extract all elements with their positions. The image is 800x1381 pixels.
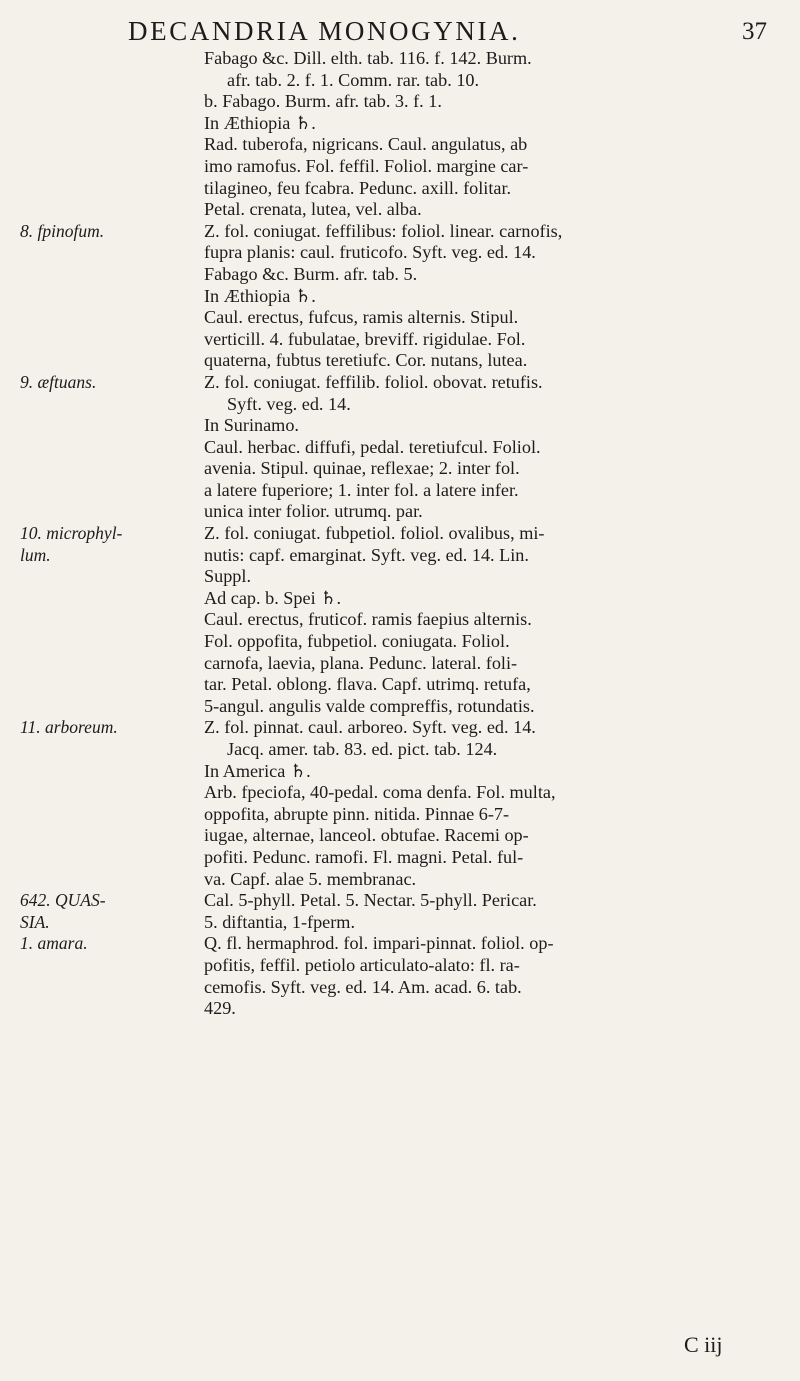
text-line <box>0 329 800 351</box>
line-text: b. Fabago. Burm. afr. tab. 3. f. 1. <box>204 91 442 112</box>
text-line <box>0 307 800 329</box>
line-text: va. Capf. alae 5. membranac. <box>204 868 417 889</box>
line-text: 429. <box>204 998 236 1019</box>
text-line <box>0 674 800 696</box>
species-label: 1. amara. <box>20 933 88 954</box>
text-line <box>0 933 800 955</box>
line-text: carnofa, laevia, plana. Pedunc. lateral. foli- <box>204 652 518 673</box>
text-line <box>0 566 800 588</box>
text-line <box>0 912 800 934</box>
text-line <box>0 221 800 243</box>
line-text: In Æthiopia ♄. <box>204 112 316 133</box>
line-text: Syft. veg. ed. 14. <box>227 393 351 414</box>
line-text: afr. tab. 2. f. 1. Comm. rar. tab. 10. <box>227 69 480 90</box>
text-line <box>0 696 800 718</box>
line-text: tilagineo, feu fcabra. Pedunc. axill. folitar. <box>204 177 512 198</box>
line-text: Q. fl. hermaphrod. fol. impari-pinnat. foliol. op- <box>204 933 554 954</box>
line-text: oppofita, abrupte pinn. nitida. Pinnae 6-7- <box>204 803 510 824</box>
line-text: avenia. Stipul. quinae, reflexae; 2. inter fol. <box>204 458 520 479</box>
line-text: Suppl. <box>204 566 251 587</box>
text-line <box>0 869 800 891</box>
text-line <box>0 501 800 523</box>
line-text: pofiti. Pedunc. ramofi. Fl. magni. Petal. ful- <box>204 846 524 867</box>
line-text: Jacq. amer. tab. 83. ed. pict. tab. 124. <box>227 739 498 759</box>
line-text: pofitis, feffil. petiolo articulato-alato: fl. ra- <box>204 954 520 975</box>
text-body <box>0 48 800 1020</box>
line-text: Caul. herbac. diffufi, pedal. teretiufcul. Foliol. <box>204 436 541 457</box>
text-line <box>0 847 800 869</box>
line-text: Caul. erectus, fruticof. ramis faepius alternis. <box>204 609 532 630</box>
text-line <box>0 782 800 804</box>
text-line <box>0 156 800 178</box>
line-text: nutis: capf. emarginat. Syft. veg. ed. 14. Lin. <box>204 544 529 565</box>
page-number: 37 <box>742 18 767 45</box>
text-line <box>0 480 800 502</box>
text-line <box>0 91 800 113</box>
line-text: verticill. 4. fubulatae, breviff. rigidulae. Fol. <box>204 328 526 349</box>
line-text: In Æthiopia ♄. <box>204 285 316 306</box>
text-line <box>0 372 800 394</box>
species-label: SIA. <box>20 911 50 932</box>
line-text: quaterna, fubtus teretiufc. Cor. nutans, lutea. <box>204 350 528 371</box>
line-text: Fabago &c. Dill. elth. tab. 116. f. 142. Burm. <box>204 48 532 68</box>
text-line <box>0 955 800 977</box>
line-text: cemofis. Syft. veg. ed. 14. Am. acad. 6. tab. <box>204 976 522 997</box>
line-text: Rad. tuberofa, nigricans. Caul. angulatus, ab <box>204 134 528 155</box>
text-line <box>0 998 800 1020</box>
line-text: Z. fol. coniugat. fubpetiol. foliol. ovalibus, mi- <box>204 523 545 544</box>
line-text: Arb. fpeciofa, 40-pedal. coma denfa. Fol. multa, <box>204 782 556 803</box>
text-line <box>0 977 800 999</box>
species-label: 8. fpinofum. <box>20 220 105 241</box>
text-line <box>0 178 800 200</box>
line-text: unica inter folior. utrumq. par. <box>204 501 423 522</box>
text-line <box>0 588 800 610</box>
text-line <box>0 653 800 675</box>
line-text: Fol. oppofita, fubpetiol. coniugata. Foliol. <box>204 631 510 652</box>
text-line <box>0 437 800 459</box>
text-line <box>0 113 800 135</box>
text-line <box>0 804 800 826</box>
species-label: 11. arboreum. <box>20 717 118 738</box>
text-line <box>0 545 800 567</box>
text-line <box>0 739 800 761</box>
line-text: Fabago &c. Burm. afr. tab. 5. <box>204 263 418 284</box>
line-text: In Surinamo. <box>204 415 299 436</box>
text-line <box>0 761 800 783</box>
line-text: Cal. 5-phyll. Petal. 5. Nectar. 5-phyll. Pericar. <box>204 890 537 911</box>
line-text: Petal. crenata, lutea, vel. alba. <box>204 199 422 220</box>
text-line <box>0 134 800 156</box>
text-line <box>0 825 800 847</box>
line-text: a latere fuperiore; 1. inter fol. a latere infer. <box>204 479 519 500</box>
text-line <box>0 415 800 437</box>
text-line <box>0 631 800 653</box>
line-text: fupra planis: caul. fruticofo. Syft. veg. ed. 14. <box>204 242 536 263</box>
line-text: iugae, alternae, lanceol. obtufae. Racemi op- <box>204 825 529 846</box>
line-text: Caul. erectus, fufcus, ramis alternis. Stipul. <box>204 307 519 328</box>
text-line <box>0 199 800 221</box>
line-text: Z. fol. coniugat. feffilibus: foliol. linear. carnofis, <box>204 220 563 241</box>
species-label: 642. QUAS- <box>20 890 106 911</box>
text-line <box>0 523 800 545</box>
signature-mark: C iij <box>684 1332 723 1357</box>
text-line <box>0 48 800 70</box>
text-line <box>0 717 800 739</box>
line-text: In America ♄. <box>204 760 311 781</box>
line-text: 5-angul. angulis valde compreffis, rotundatis. <box>204 695 535 716</box>
line-text: Z. fol. pinnat. caul. arboreo. Syft. veg. ed. 14. <box>204 717 536 738</box>
running-title: DECANDRIA MONOGYNIA. <box>128 16 521 46</box>
text-line <box>0 70 800 92</box>
text-line <box>0 394 800 416</box>
text-line <box>0 609 800 631</box>
text-line <box>0 350 800 372</box>
line-text: Ad cap. b. Spei ♄. <box>204 587 342 608</box>
text-line <box>0 286 800 308</box>
line-text: imo ramofus. Fol. feffil. Foliol. margine car- <box>204 155 529 176</box>
text-line <box>0 264 800 286</box>
text-line <box>0 890 800 912</box>
page-header <box>0 14 800 44</box>
line-text: Z. fol. coniugat. feffilib. foliol. obovat. retufis. <box>204 371 543 392</box>
species-label: 10. microphyl- <box>20 523 123 544</box>
species-label: 9. æftuans. <box>20 371 97 392</box>
text-line <box>0 458 800 480</box>
line-text: 5. diftantia, 1-fperm. <box>204 911 356 932</box>
species-label: lum. <box>20 544 51 565</box>
line-text: tar. Petal. oblong. flava. Capf. utrimq. retufa, <box>204 674 531 695</box>
text-line <box>0 242 800 264</box>
